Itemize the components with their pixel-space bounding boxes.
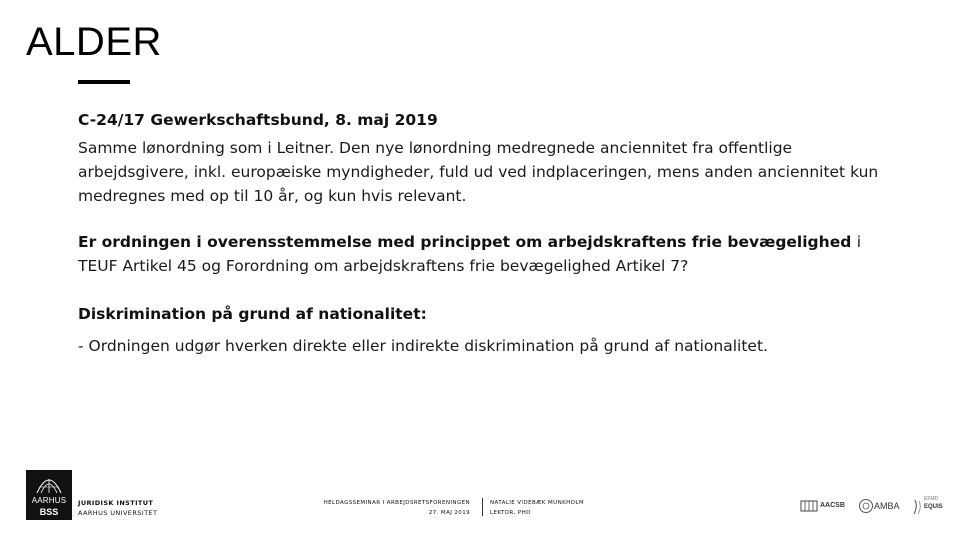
- event-block: [300, 498, 470, 518]
- aarhus-bss-logo: [26, 470, 72, 520]
- institute-name: JURIDISK INSTITUT: [78, 499, 154, 507]
- institute-block: [78, 498, 157, 518]
- equis-label: EQUIS: [924, 504, 943, 510]
- event-name: HELDAGSSEMINAR I ARBEJDSRETSFORENINGEN: [323, 500, 470, 506]
- slide-body: [78, 108, 898, 358]
- case-heading: C-24/17 Gewerkschaftsbund, 8. maj 2019: [78, 111, 438, 129]
- amba-logo: [858, 496, 906, 518]
- discrimination-heading: Diskrimination på grund af nationalitet:: [78, 305, 427, 323]
- spacer: [78, 208, 898, 230]
- equis-emblem-icon: [912, 498, 923, 516]
- question-paragraph: [78, 230, 898, 278]
- case-text: Samme lønordning som i Leitner. Den nye lønordning medregnede anciennitet fra offentlige arbejdsgivere, inkl. europæiske myndigheder, fuld ud ved indplaceringen, mens anden anciennitet kun medregnes med op til 10 år, og kun hvis relevant.: [78, 139, 879, 205]
- university-name: AARHUS UNIVERSITET: [78, 509, 158, 517]
- discrimination-text: - Ordningen udgør hverken direkte eller indirekte diskrimination på grund af nationalitet.: [78, 337, 768, 355]
- question-rest: i TEUF Artikel 45 og Forordning om arbejdskraftens frie bevægelighed Artikel 7?: [78, 233, 862, 275]
- footer: [0, 468, 960, 528]
- speaker-title: LEKTOR, PHD: [490, 510, 531, 516]
- logo-line-2: BSS: [39, 507, 59, 517]
- speaker-block: [490, 498, 584, 518]
- aacsb-logo: [800, 496, 850, 518]
- spacer: [78, 278, 898, 302]
- amba-label: AMBA: [874, 501, 900, 511]
- question-bold: Er ordningen i overensstemmelse med princippet om arbejdskraftens frie bevægelighed: [78, 233, 857, 251]
- title-underline: [78, 80, 130, 84]
- university-seal-icon: [35, 473, 63, 495]
- aacsb-emblem-icon: [800, 498, 818, 514]
- efmd-label: EFMD: [924, 496, 939, 502]
- slide-title: ALDER: [26, 20, 162, 64]
- aacsb-label: AACSB: [820, 502, 845, 509]
- footer-divider: [482, 498, 483, 516]
- equis-logo: [912, 496, 952, 520]
- logo-line-1: AARHUS: [31, 496, 67, 505]
- speaker-name: NATALIE VIDEBÆK MUNKHOLM: [490, 500, 585, 506]
- event-date: 27. MAJ 2019: [428, 510, 470, 516]
- amba-emblem-icon: [858, 498, 874, 514]
